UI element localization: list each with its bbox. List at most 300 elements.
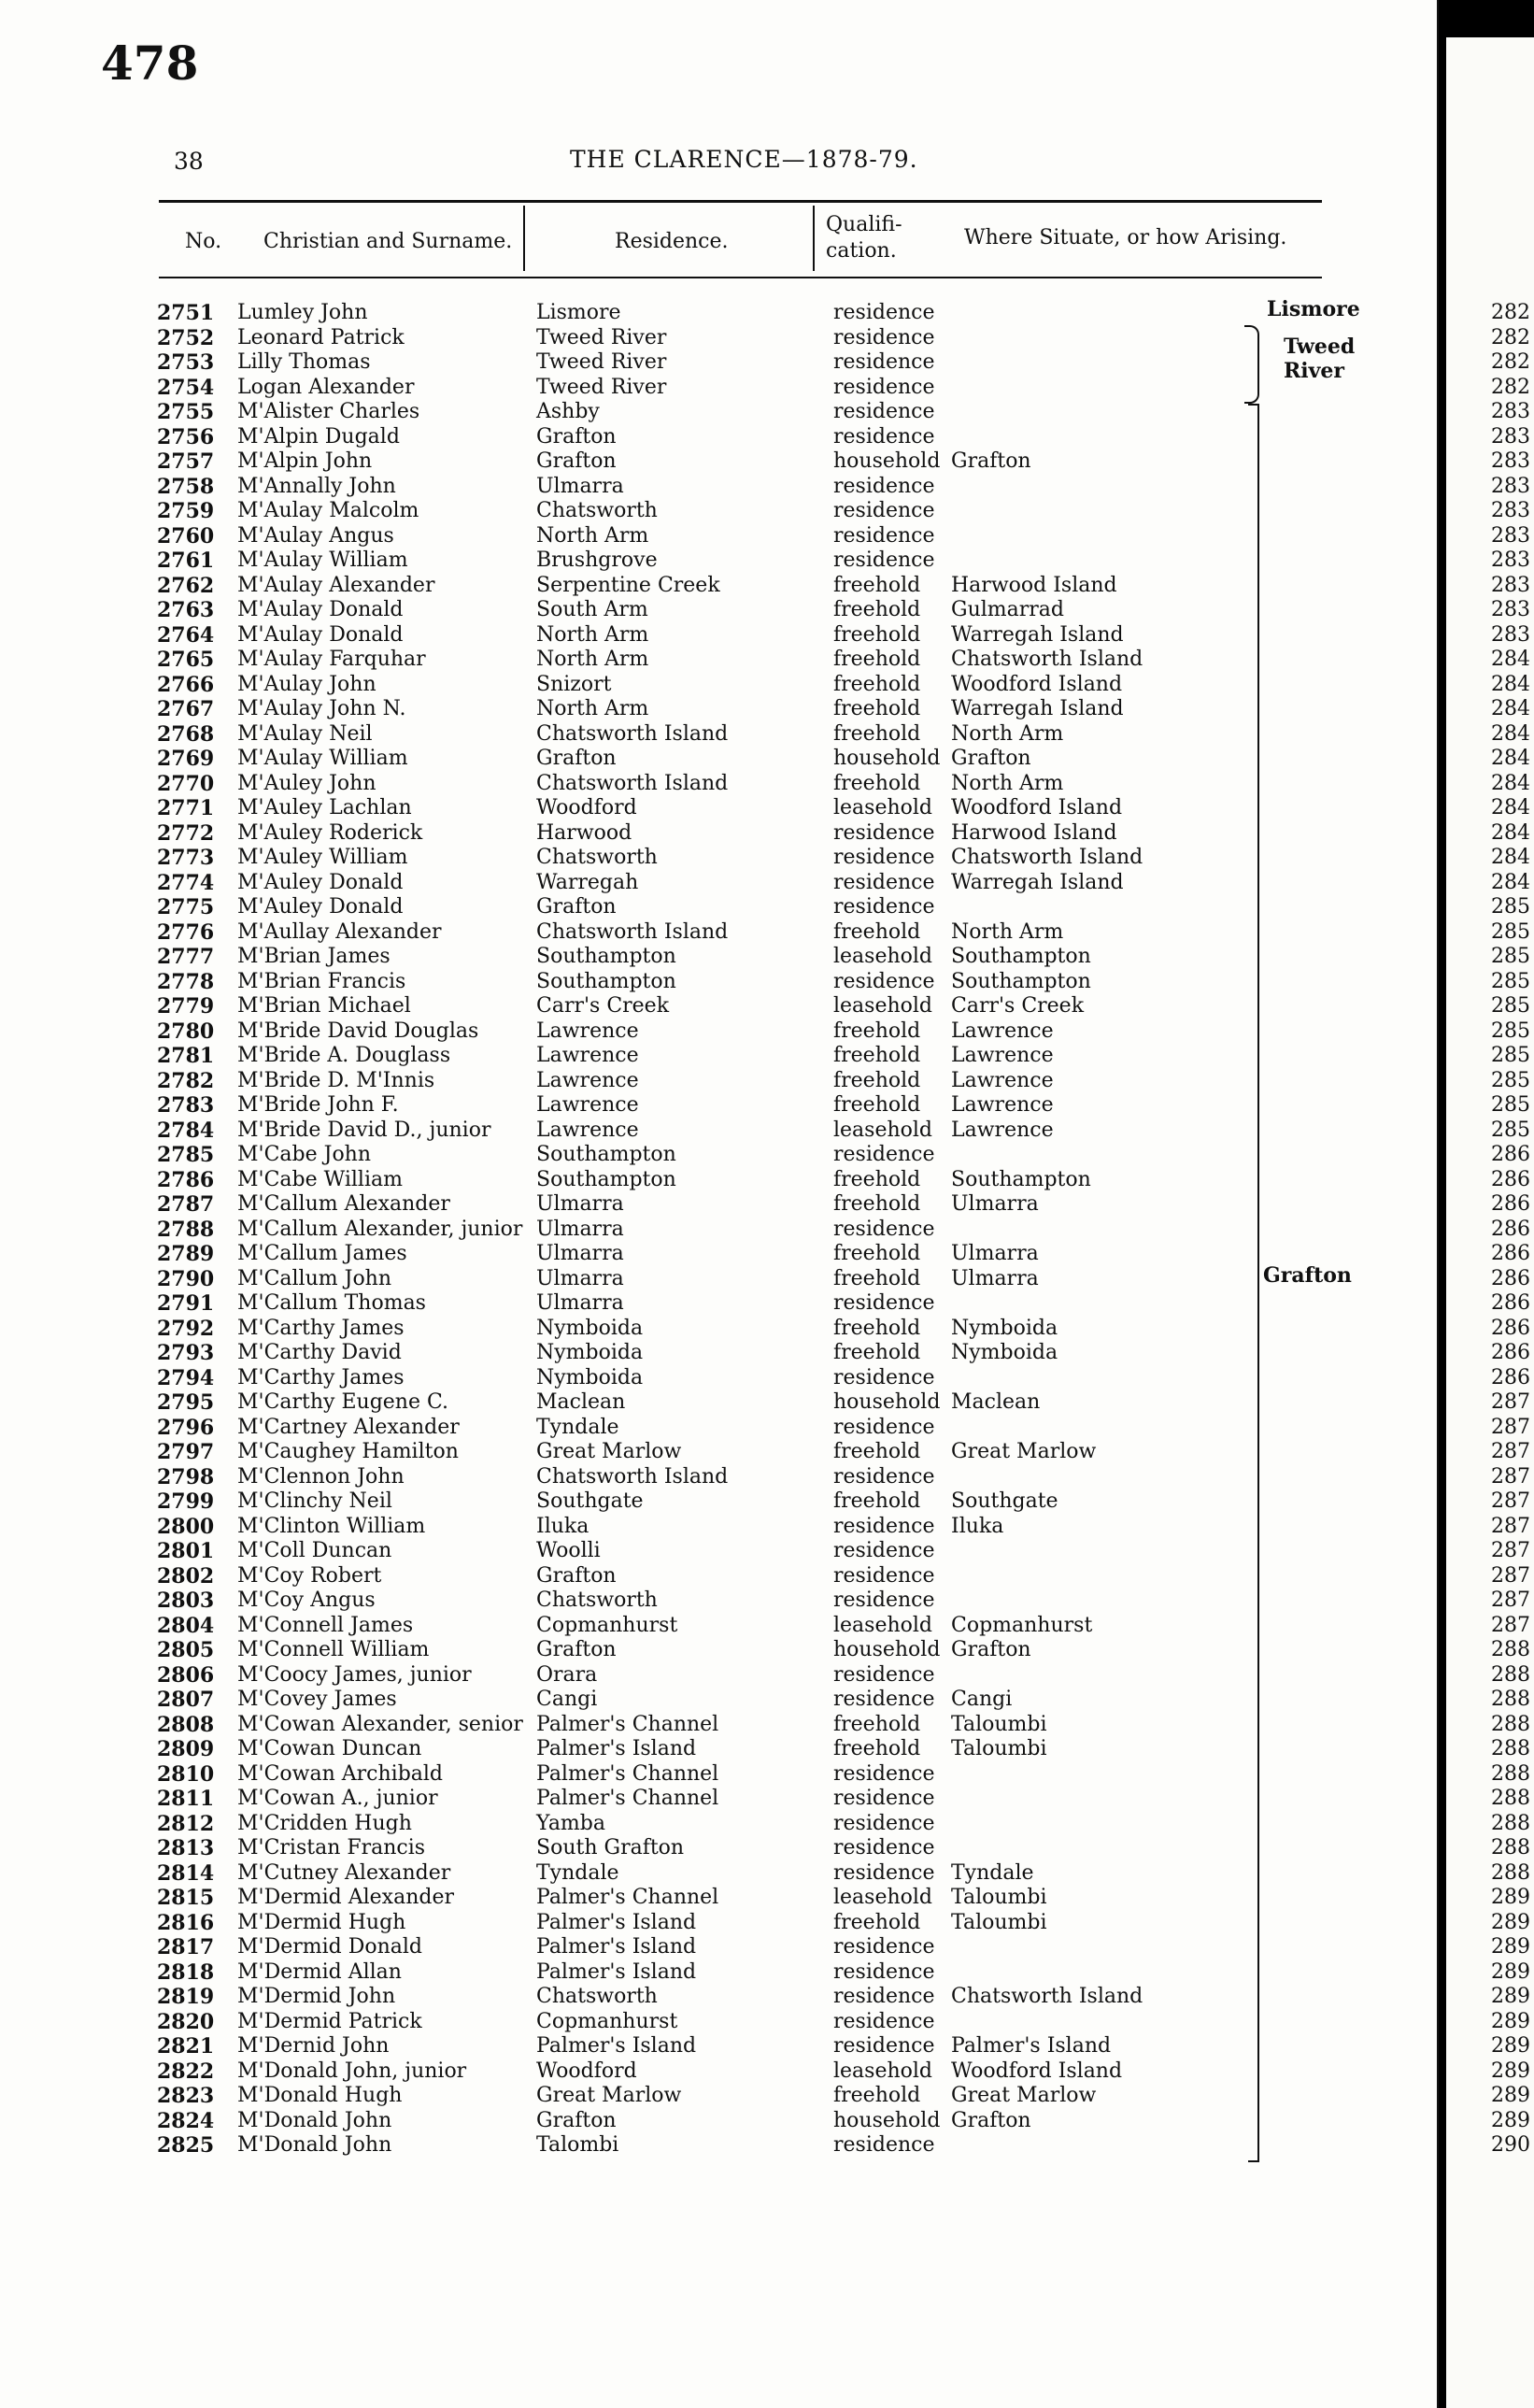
elector-property-location: Lawrence bbox=[951, 1044, 1054, 1067]
facing-page-number: 284 bbox=[1491, 648, 1530, 671]
elector-residence: Grafton bbox=[536, 747, 617, 770]
facing-page-number: 283 bbox=[1491, 523, 1530, 548]
elector-residence: Southampton bbox=[536, 1143, 676, 1166]
elector-residence: Southampton bbox=[536, 969, 676, 993]
elector-property-location: Carr's Creek bbox=[951, 994, 1085, 1018]
facing-page-number: 286 bbox=[1491, 1192, 1530, 1216]
elector-property-location: Taloumbi bbox=[951, 1910, 1047, 1934]
elector-number: 2770 bbox=[157, 771, 215, 796]
facing-page-number: 286 bbox=[1491, 1143, 1530, 1166]
elector-property-location: North Arm bbox=[951, 721, 1064, 746]
facing-page-number: 288 bbox=[1491, 1712, 1530, 1736]
facing-page-number: 283 bbox=[1491, 598, 1530, 621]
elector-residence: North Arm bbox=[536, 523, 649, 548]
table-row bbox=[0, 1291, 1437, 1317]
facing-page-number: 282 bbox=[1491, 301, 1530, 324]
elector-name: M'Brian James bbox=[237, 945, 391, 968]
facing-page-number: 287 bbox=[1491, 1539, 1530, 1562]
table-row bbox=[0, 821, 1437, 847]
facing-page-number: 286 bbox=[1491, 1341, 1530, 1364]
facing-page-number: 289 bbox=[1491, 2108, 1530, 2132]
elector-number: 2804 bbox=[157, 1613, 215, 1638]
elector-qualification: residence bbox=[833, 2009, 935, 2033]
elector-property-location: Ulmarra bbox=[951, 1242, 1039, 1265]
elector-qualification: residence bbox=[833, 1464, 935, 1489]
elector-residence: Chatsworth Island bbox=[536, 919, 729, 944]
elector-name: M'Clennon John bbox=[237, 1464, 405, 1489]
elector-qualification: freehold bbox=[833, 1440, 921, 1463]
elector-residence: Palmer's Channel bbox=[536, 1886, 719, 1909]
elector-qualification: freehold bbox=[833, 648, 921, 671]
elector-residence: Nymboida bbox=[536, 1341, 644, 1364]
elector-name: Lumley John bbox=[237, 301, 368, 324]
elector-number: 2761 bbox=[157, 549, 215, 573]
elector-number: 2796 bbox=[157, 1415, 215, 1440]
elector-name: M'Donald Hugh bbox=[237, 2084, 403, 2107]
elector-qualification: freehold bbox=[833, 1316, 921, 1340]
elector-qualification: freehold bbox=[833, 1489, 921, 1513]
elector-residence: Grafton bbox=[536, 1638, 617, 1661]
elector-property-location: Maclean bbox=[951, 1390, 1041, 1414]
elector-number: 2803 bbox=[157, 1589, 215, 1613]
table-row bbox=[0, 475, 1437, 500]
elector-name: M'Auley Donald bbox=[237, 895, 404, 919]
elector-qualification: residence bbox=[833, 1143, 935, 1166]
table-row bbox=[0, 1218, 1437, 1243]
elector-residence: Woodford bbox=[536, 2059, 637, 2083]
facing-page-number: 288 bbox=[1491, 1761, 1530, 1786]
elector-number: 2755 bbox=[157, 400, 215, 424]
table-row bbox=[0, 1341, 1437, 1366]
elector-number: 2805 bbox=[157, 1638, 215, 1662]
table-row bbox=[0, 350, 1437, 376]
elector-residence: Ulmarra bbox=[536, 474, 624, 498]
elector-qualification: residence bbox=[833, 1811, 935, 1835]
elector-qualification: freehold bbox=[833, 1266, 921, 1290]
table-row bbox=[0, 920, 1437, 946]
elector-residence: Southampton bbox=[536, 1167, 676, 1191]
facing-page-number: 283 bbox=[1491, 573, 1530, 597]
table-row bbox=[0, 1019, 1437, 1045]
facing-page-number: 287 bbox=[1491, 1390, 1530, 1414]
elector-qualification: freehold bbox=[833, 573, 921, 597]
elector-number: 2777 bbox=[157, 945, 215, 969]
table-row bbox=[0, 1836, 1437, 1861]
elector-name: M'Aulay William bbox=[237, 549, 408, 572]
elector-residence: Ulmarra bbox=[536, 1291, 624, 1315]
column-separator bbox=[813, 206, 815, 271]
elector-number: 2797 bbox=[157, 1440, 215, 1464]
elector-property-location: Lawrence bbox=[951, 1019, 1054, 1043]
elector-qualification: residence bbox=[833, 1959, 935, 1984]
elector-number: 2793 bbox=[157, 1341, 215, 1365]
table-row bbox=[0, 846, 1437, 871]
elector-qualification: freehold bbox=[833, 1019, 921, 1043]
elector-name: M'Donald John bbox=[237, 2108, 392, 2132]
facing-page-number: 287 bbox=[1491, 1514, 1530, 1538]
elector-residence: Ulmarra bbox=[536, 1242, 624, 1265]
elector-number: 2825 bbox=[157, 2133, 215, 2158]
elector-property-location: Nymboida bbox=[951, 1341, 1058, 1364]
elector-number: 2821 bbox=[157, 2034, 215, 2059]
table-row bbox=[0, 1366, 1437, 1391]
elector-number: 2784 bbox=[157, 1118, 215, 1143]
table-row bbox=[0, 1886, 1437, 1911]
elector-qualification: freehold bbox=[833, 598, 921, 621]
table-row bbox=[0, 1539, 1437, 1564]
elector-number: 2769 bbox=[157, 747, 215, 771]
elector-name: M'Clinton William bbox=[237, 1514, 426, 1538]
elector-residence: Palmer's Channel bbox=[536, 1712, 719, 1736]
elector-qualification: residence bbox=[833, 1935, 935, 1959]
elector-name: M'Carthy James bbox=[237, 1316, 405, 1340]
table-row bbox=[0, 2059, 1437, 2085]
elector-qualification: residence bbox=[833, 1563, 935, 1588]
elector-property-location: Grafton bbox=[951, 449, 1031, 473]
elector-name: M'Coy Angus bbox=[237, 1589, 376, 1612]
elector-property-location: Chatsworth Island bbox=[951, 1985, 1143, 2008]
elector-residence: Ulmarra bbox=[536, 1217, 624, 1241]
facing-page-number: 288 bbox=[1491, 1811, 1530, 1835]
elector-number: 2824 bbox=[157, 2108, 215, 2133]
elector-qualification: residence bbox=[833, 1415, 935, 1439]
elector-qualification: residence bbox=[833, 499, 935, 522]
facing-page-number: 288 bbox=[1491, 1737, 1530, 1760]
elector-name: M'Aulay John N. bbox=[237, 697, 406, 720]
elector-qualification: residence bbox=[833, 350, 935, 374]
elector-property-location: Copmanhurst bbox=[951, 1613, 1093, 1637]
elector-property-location: Lawrence bbox=[951, 1118, 1054, 1142]
elector-number: 2810 bbox=[157, 1761, 215, 1787]
elector-name: M'Carthy James bbox=[237, 1365, 405, 1389]
elector-residence: Serpentine Creek bbox=[536, 573, 720, 597]
elector-name: M'Aullay Alexander bbox=[237, 919, 442, 944]
facing-page-number: 287 bbox=[1491, 1415, 1530, 1439]
elector-property-location: Woodford Island bbox=[951, 2059, 1123, 2083]
elector-property-location: Chatsworth Island bbox=[951, 648, 1143, 671]
elector-name: M'Callum Alexander bbox=[237, 1192, 450, 1216]
facing-page-fragment bbox=[1446, 37, 1534, 2408]
elector-number: 2771 bbox=[157, 796, 215, 820]
elector-number: 2774 bbox=[157, 870, 215, 895]
facing-page-number: 284 bbox=[1491, 672, 1530, 696]
facing-page-number: 288 bbox=[1491, 1688, 1530, 1711]
table-row bbox=[0, 623, 1437, 648]
elector-name: M'Aulay Angus bbox=[237, 523, 394, 548]
elector-property-location: Southampton bbox=[951, 1167, 1091, 1191]
elector-property-location: Grafton bbox=[951, 1638, 1031, 1661]
elector-residence: Warregah bbox=[536, 870, 639, 894]
table-row bbox=[0, 871, 1437, 896]
facing-page-number: 285 bbox=[1491, 1093, 1530, 1117]
facing-page-number: 289 bbox=[1491, 2034, 1530, 2058]
facing-page-number: 284 bbox=[1491, 870, 1530, 894]
elector-name: M'Callum John bbox=[237, 1266, 392, 1290]
table-row bbox=[0, 1465, 1437, 1490]
elector-qualification: residence bbox=[833, 895, 935, 919]
elector-name: M'Bride David Douglas bbox=[237, 1019, 479, 1043]
table-row bbox=[0, 574, 1437, 599]
table-row bbox=[0, 1861, 1437, 1887]
elector-name: M'Covey James bbox=[237, 1688, 397, 1711]
elector-qualification: freehold bbox=[833, 1167, 921, 1191]
elector-number: 2816 bbox=[157, 1910, 215, 1935]
elector-residence: Chatsworth Island bbox=[536, 771, 729, 795]
table-row bbox=[0, 796, 1437, 821]
elector-name: M'Cartney Alexander bbox=[237, 1415, 460, 1439]
elector-residence: Woodford bbox=[536, 796, 637, 819]
elector-qualification: freehold bbox=[833, 672, 921, 696]
elector-property-location: North Arm bbox=[951, 771, 1064, 795]
table-row bbox=[0, 945, 1437, 970]
top-rule bbox=[159, 200, 1322, 203]
elector-qualification: freehold bbox=[833, 1093, 921, 1117]
elector-name: M'Cowan Archibald bbox=[237, 1761, 444, 1786]
elector-name: M'Brian Michael bbox=[237, 994, 411, 1018]
elector-residence: Chatsworth bbox=[536, 846, 658, 869]
elector-number: 2773 bbox=[157, 846, 215, 870]
elector-residence: Chatsworth Island bbox=[536, 721, 729, 746]
table-row bbox=[0, 1267, 1437, 1292]
elector-residence: Lismore bbox=[536, 301, 621, 324]
facing-page-number: 283 bbox=[1491, 549, 1530, 572]
elector-property-location: Palmer's Island bbox=[951, 2034, 1112, 2058]
elector-number: 2799 bbox=[157, 1489, 215, 1514]
facing-page-number: 286 bbox=[1491, 1316, 1530, 1340]
table-row bbox=[0, 1589, 1437, 1614]
elector-name: M'Cowan Duncan bbox=[237, 1737, 422, 1760]
facing-page-number: 283 bbox=[1491, 499, 1530, 522]
elector-qualification: residence bbox=[833, 375, 935, 399]
column-separator bbox=[523, 206, 525, 271]
elector-name: M'Aulay Neil bbox=[237, 721, 373, 746]
elector-name: M'Callum Alexander, junior bbox=[237, 1217, 523, 1241]
elector-residence: Palmer's Island bbox=[536, 1959, 697, 1984]
table-row bbox=[0, 772, 1437, 797]
elector-residence: Lawrence bbox=[536, 1068, 639, 1092]
table-row bbox=[0, 1737, 1437, 1762]
elector-qualification: freehold bbox=[833, 721, 921, 746]
elector-name: M'Cowan A., junior bbox=[237, 1787, 438, 1810]
table-row bbox=[0, 425, 1437, 450]
facing-page-number: 287 bbox=[1491, 1589, 1530, 1612]
facing-page-number: 289 bbox=[1491, 2059, 1530, 2083]
facing-page-number: 286 bbox=[1491, 1365, 1530, 1389]
elector-name: M'Dermid Alexander bbox=[237, 1886, 454, 1909]
elector-qualification: household bbox=[833, 747, 941, 770]
elector-number: 2763 bbox=[157, 598, 215, 622]
elector-qualification: residence bbox=[833, 325, 935, 349]
elector-qualification: residence bbox=[833, 1291, 935, 1315]
elector-qualification: leasehold bbox=[833, 1613, 933, 1637]
elector-qualification: residence bbox=[833, 820, 935, 845]
elector-name: M'Dernid John bbox=[237, 2034, 390, 2058]
elector-number: 2795 bbox=[157, 1390, 215, 1415]
elector-qualification: residence bbox=[833, 549, 935, 572]
elector-number: 2798 bbox=[157, 1464, 215, 1489]
elector-number: 2801 bbox=[157, 1539, 215, 1563]
header-name: Christian and Surname. bbox=[263, 230, 513, 253]
elector-residence: Chatsworth bbox=[536, 1985, 658, 2008]
table-row bbox=[0, 1044, 1437, 1069]
elector-property-location: Ulmarra bbox=[951, 1192, 1039, 1216]
elector-property-location: North Arm bbox=[951, 919, 1064, 944]
elector-name: M'Carthy Eugene C. bbox=[237, 1390, 449, 1414]
table-row bbox=[0, 524, 1437, 549]
table-row bbox=[0, 1985, 1437, 2010]
elector-qualification: household bbox=[833, 2108, 941, 2132]
elector-name: M'Bride D. M'Innis bbox=[237, 1068, 435, 1092]
elector-number: 2762 bbox=[157, 573, 215, 598]
elector-qualification: freehold bbox=[833, 2084, 921, 2107]
elector-name: M'Cridden Hugh bbox=[237, 1811, 412, 1835]
page-number: 38 bbox=[174, 148, 204, 175]
elector-residence: Chatsworth bbox=[536, 499, 658, 522]
elector-name: M'Cutney Alexander bbox=[237, 1860, 451, 1885]
elector-property-location: Tyndale bbox=[951, 1860, 1034, 1885]
elector-qualification: residence bbox=[833, 523, 935, 548]
facing-page-number: 284 bbox=[1491, 721, 1530, 746]
facing-page-number: 289 bbox=[1491, 2084, 1530, 2107]
table-row bbox=[0, 2109, 1437, 2134]
elector-number: 2814 bbox=[157, 1860, 215, 1886]
elector-residence: Lawrence bbox=[536, 1118, 639, 1142]
table-row bbox=[0, 1242, 1437, 1267]
elector-residence: Palmer's Island bbox=[536, 1910, 697, 1934]
elector-name: M'Brian Francis bbox=[237, 969, 406, 993]
table-row bbox=[0, 376, 1437, 401]
elector-residence: Tyndale bbox=[536, 1860, 619, 1885]
facing-page-number: 289 bbox=[1491, 1910, 1530, 1934]
facing-page-number: 287 bbox=[1491, 1563, 1530, 1588]
elector-residence: North Arm bbox=[536, 697, 649, 720]
elector-qualification: residence bbox=[833, 1539, 935, 1562]
elector-residence: Palmer's Channel bbox=[536, 1787, 719, 1810]
elector-qualification: freehold bbox=[833, 919, 921, 944]
table-row bbox=[0, 400, 1437, 425]
elector-number: 2756 bbox=[157, 424, 215, 449]
elector-number: 2751 bbox=[157, 301, 215, 325]
elector-name: M'Auley Lachlan bbox=[237, 796, 412, 819]
elector-name: Lilly Thomas bbox=[237, 350, 371, 374]
elector-qualification: freehold bbox=[833, 1910, 921, 1934]
facing-page-number: 286 bbox=[1491, 1242, 1530, 1265]
facing-page-number: 285 bbox=[1491, 919, 1530, 944]
elector-qualification: freehold bbox=[833, 1712, 921, 1736]
elector-residence: Harwood bbox=[536, 820, 632, 845]
header-where: Where Situate, or how Arising. bbox=[964, 226, 1287, 249]
facing-page-number: 285 bbox=[1491, 1019, 1530, 1043]
elector-property-location: Warregah Island bbox=[951, 697, 1124, 720]
table-row bbox=[0, 1515, 1437, 1540]
facing-page-number: 285 bbox=[1491, 1068, 1530, 1092]
elector-qualification: leasehold bbox=[833, 796, 933, 819]
elector-qualification: residence bbox=[833, 1688, 935, 1711]
elector-property-location: Woodford Island bbox=[951, 672, 1123, 696]
elector-name: M'Callum Thomas bbox=[237, 1291, 426, 1315]
elector-name: M'Callum James bbox=[237, 1242, 407, 1265]
elector-number: 2759 bbox=[157, 499, 215, 523]
facing-page-number: 284 bbox=[1491, 796, 1530, 819]
elector-name: M'Auley John bbox=[237, 771, 376, 795]
elector-number: 2760 bbox=[157, 523, 215, 549]
elector-number: 2790 bbox=[157, 1266, 215, 1291]
electoral-roll-rows bbox=[0, 301, 1437, 2159]
table-row bbox=[0, 1688, 1437, 1713]
elector-qualification: residence bbox=[833, 1514, 935, 1538]
elector-qualification: residence bbox=[833, 1860, 935, 1885]
table-row bbox=[0, 301, 1437, 326]
elector-name: M'Connell William bbox=[237, 1638, 430, 1661]
elector-residence: Snizort bbox=[536, 672, 612, 696]
elector-residence: Talombi bbox=[536, 2133, 619, 2157]
elector-qualification: residence bbox=[833, 400, 935, 423]
elector-name: M'Dermid Donald bbox=[237, 1935, 423, 1959]
elector-residence: Tweed River bbox=[536, 350, 667, 374]
elector-qualification: household bbox=[833, 449, 941, 473]
elector-number: 2787 bbox=[157, 1192, 215, 1217]
elector-number: 2757 bbox=[157, 449, 215, 474]
elector-name: M'Cristan Francis bbox=[237, 1836, 426, 1859]
table-row bbox=[0, 449, 1437, 475]
elector-residence: Palmer's Channel bbox=[536, 1761, 719, 1786]
table-row bbox=[0, 1935, 1437, 1960]
elector-number: 2753 bbox=[157, 350, 215, 375]
facing-page-number: 284 bbox=[1491, 747, 1530, 770]
elector-residence: Nymboida bbox=[536, 1365, 644, 1389]
facing-page-number: 289 bbox=[1491, 1985, 1530, 2008]
elector-number: 2819 bbox=[157, 1985, 215, 2009]
elector-qualification: residence bbox=[833, 301, 935, 324]
elector-property-location: Great Marlow bbox=[951, 2084, 1097, 2107]
elector-name: M'Aulay William bbox=[237, 747, 408, 770]
facing-page-number: 282 bbox=[1491, 375, 1530, 399]
facing-page-number: 286 bbox=[1491, 1167, 1530, 1191]
elector-residence: Southampton bbox=[536, 945, 676, 968]
facing-page-number: 289 bbox=[1491, 1959, 1530, 1984]
elector-name: M'Annally John bbox=[237, 474, 396, 498]
elector-residence: Grafton bbox=[536, 1563, 617, 1588]
elector-number: 2822 bbox=[157, 2059, 215, 2084]
elector-qualification: residence bbox=[833, 870, 935, 894]
elector-number: 2758 bbox=[157, 474, 215, 499]
table-row bbox=[0, 1416, 1437, 1441]
elector-number: 2775 bbox=[157, 895, 215, 919]
elector-residence: Tyndale bbox=[536, 1415, 619, 1439]
elector-name: M'Caughey Hamilton bbox=[237, 1440, 459, 1463]
elector-qualification: residence bbox=[833, 2034, 935, 2058]
facing-page-number: 285 bbox=[1491, 969, 1530, 993]
elector-property-location: Harwood Island bbox=[951, 820, 1117, 845]
table-row bbox=[0, 1787, 1437, 1812]
elector-number: 2788 bbox=[157, 1217, 215, 1242]
elector-number: 2778 bbox=[157, 969, 215, 994]
bracket-tweed bbox=[1244, 325, 1259, 404]
elector-number: 2792 bbox=[157, 1316, 215, 1341]
elector-residence: Grafton bbox=[536, 449, 617, 473]
elector-name: M'Cabe William bbox=[237, 1167, 403, 1191]
elector-number: 2817 bbox=[157, 1935, 215, 1959]
elector-qualification: residence bbox=[833, 969, 935, 993]
elector-property-location: Harwood Island bbox=[951, 573, 1117, 597]
elector-name: M'Auley William bbox=[237, 846, 408, 869]
facing-page-number: 286 bbox=[1491, 1291, 1530, 1315]
table-row bbox=[0, 1192, 1437, 1218]
elector-qualification: residence bbox=[833, 1761, 935, 1786]
facing-page-number: 284 bbox=[1491, 697, 1530, 720]
elector-number: 2766 bbox=[157, 672, 215, 697]
facing-page-number: 284 bbox=[1491, 846, 1530, 869]
